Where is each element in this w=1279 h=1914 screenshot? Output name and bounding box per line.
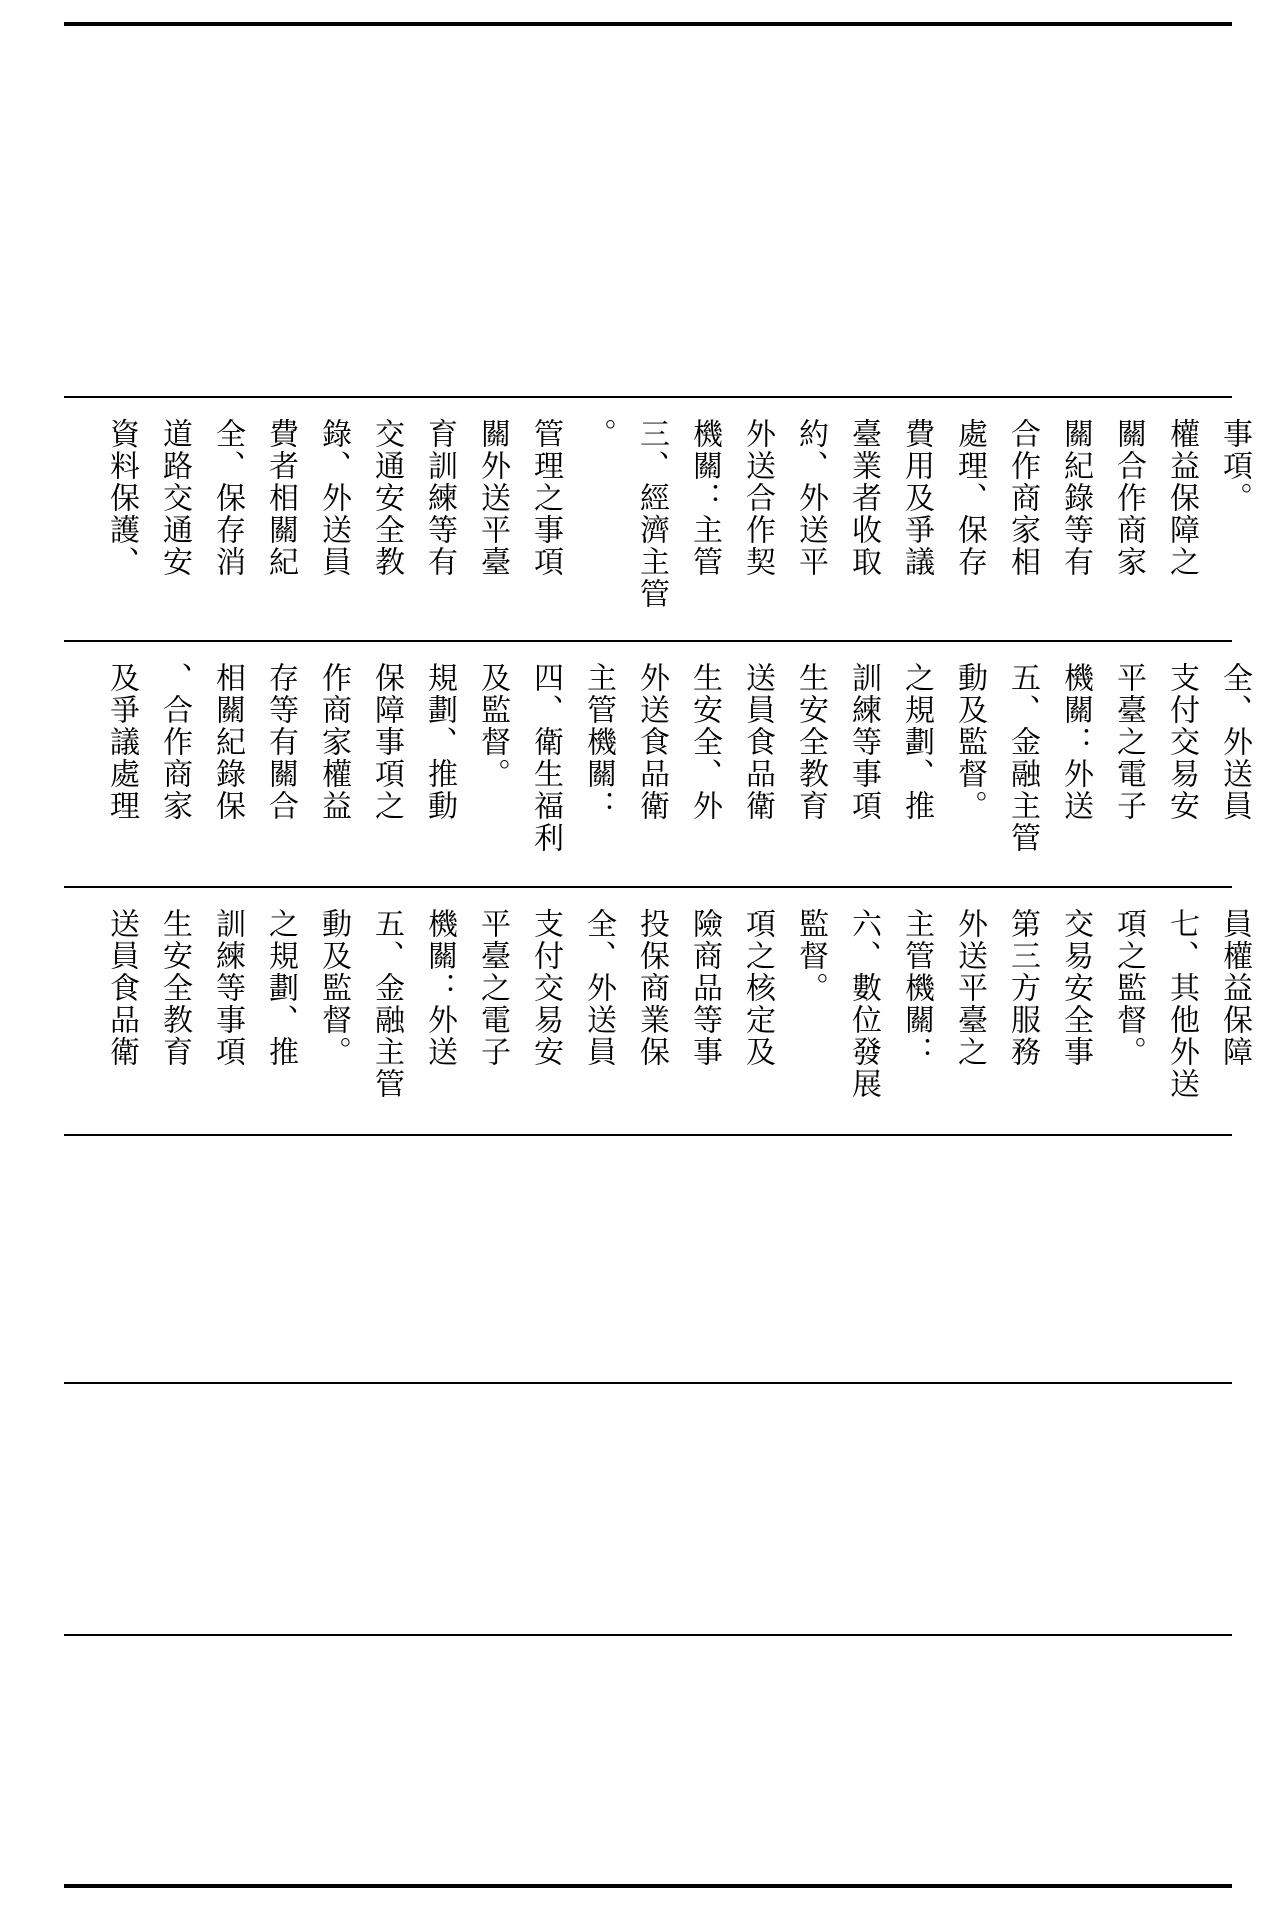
text-column: 事項。 (1217, 418, 1252, 514)
text-column: 處理、保存 (952, 418, 987, 578)
text-band-2 (64, 642, 1252, 886)
text-column: 險商品等事 (687, 908, 722, 1068)
text-column: 及監督。 (475, 662, 510, 790)
text-column: 支付交易安 (528, 908, 563, 1068)
text-column: 動及監督。 (952, 662, 987, 822)
top-rule (64, 22, 1232, 26)
text-column: 規劃、推動 (422, 662, 457, 822)
row-divider-6 (64, 1634, 1232, 1636)
text-column: 機關：主管 (687, 418, 722, 578)
text-column: 送員食品衛 (104, 908, 139, 1068)
text-column: 全、外送員 (581, 908, 616, 1068)
text-column: 訓練等事項 (846, 662, 881, 822)
text-column: 六、數位發展 (846, 908, 881, 1100)
text-column: 資料保護、 (104, 418, 139, 578)
text-column: 三、經濟主管 (634, 418, 669, 610)
text-column: 七、其他外送 (1164, 908, 1199, 1100)
text-column: 關外送平臺 (475, 418, 510, 578)
text-column: 及爭議處理 (104, 662, 139, 822)
text-column: 相關紀錄保 (210, 662, 245, 822)
text-column: 交易安全事 (1058, 908, 1093, 1068)
text-column: 費用及爭議 (899, 418, 934, 578)
text-column: 機關：外送 (422, 908, 457, 1068)
text-column: 外送食品衛 (634, 662, 669, 822)
text-column: 項之核定及 (740, 908, 775, 1068)
text-column: 項之監督。 (1111, 908, 1146, 1068)
text-column: 之規劃、推 (899, 662, 934, 822)
text-column: 主管機關： (581, 662, 616, 822)
text-column: 投保商業保 (634, 908, 669, 1068)
text-column: 平臺之電子 (1111, 662, 1146, 822)
text-column: 管理之事項 (528, 418, 563, 578)
text-column: 動及監督。 (316, 908, 351, 1068)
text-column: 費者相關紀 (263, 418, 298, 578)
text-column: 之規劃、推 (263, 908, 298, 1068)
text-column: 關紀錄等有 (1058, 418, 1093, 578)
text-column: 合作商家相 (1005, 418, 1040, 578)
text-band-3 (64, 888, 1252, 1134)
text-column: 主管機關： (899, 908, 934, 1068)
text-column: 交通安全教 (369, 418, 404, 578)
text-column: 道路交通安 (157, 418, 192, 578)
text-column: 監督。 (793, 908, 828, 1004)
text-column: 關合作商家 (1111, 418, 1146, 578)
text-column: 約、外送平 (793, 418, 828, 578)
text-column: 外送平臺之 (952, 908, 987, 1068)
text-column: 。 (581, 418, 616, 450)
text-column: 生安全、外 (687, 662, 722, 822)
text-column: 訓練等事項 (210, 908, 245, 1068)
text-column: 第三方服務 (1005, 908, 1040, 1068)
text-column: 育訓練等有 (422, 418, 457, 578)
text-column: 五、金融主管 (369, 908, 404, 1100)
text-column: 送員食品衛 (740, 662, 775, 822)
row-divider-5 (64, 1382, 1232, 1384)
text-column: 員權益保障 (1217, 908, 1252, 1068)
text-column: 臺業者收取 (846, 418, 881, 578)
text-column: 五、金融主管 (1005, 662, 1040, 854)
text-column: 錄、外送員 (316, 418, 351, 578)
text-column: 作商家權益 (316, 662, 351, 822)
text-column: 權益保障之 (1164, 418, 1199, 578)
text-column: 四、衛生福利 (528, 662, 563, 854)
row-divider-4 (64, 1134, 1232, 1136)
text-column: 外送合作契 (740, 418, 775, 578)
text-column: 全、保存消 (210, 418, 245, 578)
text-column: 保障事項之 (369, 662, 404, 822)
text-column: 支付交易安 (1164, 662, 1199, 822)
text-column: 平臺之電子 (475, 908, 510, 1068)
text-column: 存等有關合 (263, 662, 298, 822)
text-column: 、合作商家 (157, 662, 192, 822)
text-band-1 (64, 398, 1252, 640)
text-column: 生安全教育 (157, 908, 192, 1068)
bottom-rule (64, 1884, 1232, 1888)
text-column: 全、外送員 (1217, 662, 1252, 822)
text-column: 機關：外送 (1058, 662, 1093, 822)
text-column: 生安全教育 (793, 662, 828, 822)
